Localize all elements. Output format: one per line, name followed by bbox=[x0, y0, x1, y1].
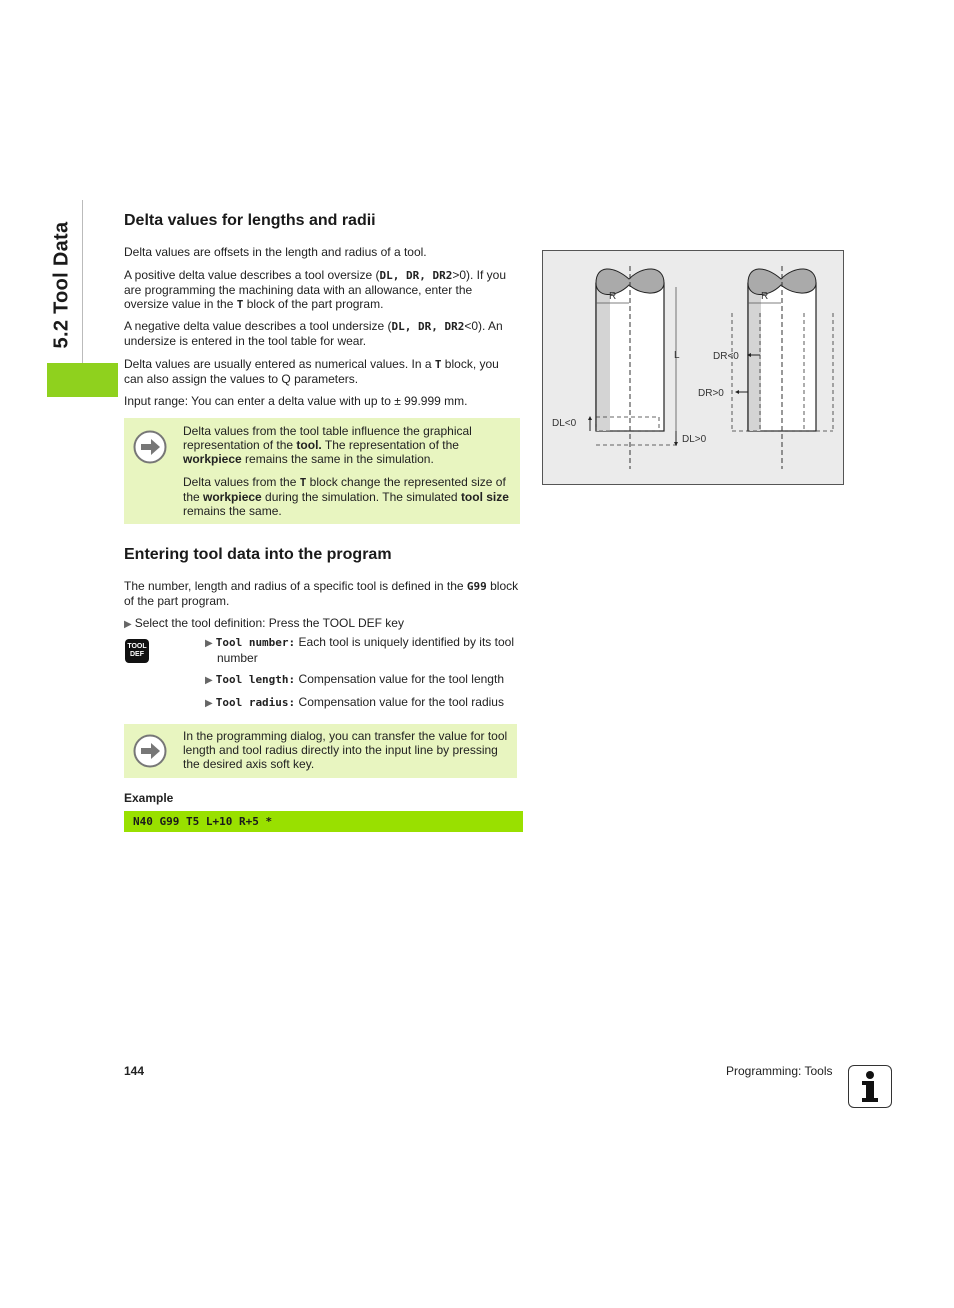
note-box-graphics bbox=[124, 418, 520, 524]
example-label: Example bbox=[124, 791, 174, 805]
left-tool bbox=[588, 266, 679, 469]
side-divider bbox=[82, 200, 83, 368]
delta-values-figure bbox=[542, 250, 844, 485]
bullet-triangle-icon: ▶ bbox=[205, 638, 213, 649]
right-tool bbox=[732, 266, 833, 469]
paragraph-g99: The number, length and radius of a specific tool is defined in the G99 block of the part program. bbox=[124, 579, 519, 609]
example-code-block bbox=[124, 811, 523, 832]
label-dl-negative: DL<0 bbox=[552, 418, 577, 429]
paragraph-negative-delta: A negative delta value describes a tool undersize (DL, DR, DR2<0). An undersize is entered in the tool table for wear. bbox=[124, 319, 503, 349]
note-paragraph-2: Delta values from the T block change the represented size of the workpiece during the simulation. The simulated tool size remains the same. bbox=[183, 475, 509, 519]
label-dl-positive: DL>0 bbox=[682, 434, 707, 445]
paragraph-input-range: Input range: You can enter a delta value with up to ± 99.999 mm. bbox=[124, 394, 468, 408]
section-heading-delta-values: Delta values for lengths and radii bbox=[124, 212, 376, 229]
label-l: L bbox=[674, 350, 680, 361]
tool-def-key[interactable]: TOOL DEF bbox=[125, 639, 149, 663]
label-dr-negative: DR<0 bbox=[713, 351, 739, 362]
step-select-tool-def: ▶ Select the tool definition: Press the TOOL DEF key bbox=[124, 616, 404, 630]
note-box-soft-key bbox=[124, 724, 517, 778]
list-item-tool-number: ▶ Tool number: Each tool is uniquely identified by its tool number bbox=[205, 635, 514, 666]
chapter-side-title: 5.2 Tool Data bbox=[50, 221, 73, 349]
paragraph-intro: Delta values are offsets in the length and radius of a tool. bbox=[124, 245, 427, 259]
list-item-tool-radius: ▶ Tool radius: Compensation value for the tool radius bbox=[205, 695, 504, 709]
example-code-line: N40 G99 T5 L+10 R+5 * bbox=[133, 815, 273, 828]
bullet-triangle-icon: ▶ bbox=[205, 698, 213, 709]
list-item-tool-length: ▶ Tool length: Compensation value for the tool length bbox=[205, 672, 504, 686]
footer-chapter-title: Programming: Tools bbox=[726, 1064, 833, 1078]
label-r-left: R bbox=[609, 291, 617, 302]
info-icon bbox=[848, 1065, 892, 1108]
page-number: 144 bbox=[124, 1064, 145, 1078]
note-paragraph-1: Delta values from the tool table influence the graphical representation of the tool. The representation of the workpiece remains the same in the simulation. bbox=[183, 424, 472, 467]
paragraph-numerical-values: Delta values are usually entered as numerical values. In a T block, you can also assign the values to Q parameters. bbox=[124, 357, 499, 387]
bullet-triangle-icon: ▶ bbox=[205, 675, 213, 686]
label-dr-positive: DR>0 bbox=[698, 388, 724, 399]
section-heading-entering-tool-data: Entering tool data into the program bbox=[124, 546, 392, 563]
tool-delta-diagram bbox=[543, 251, 843, 484]
arrow-right-icon bbox=[133, 430, 167, 464]
label-r-right: R bbox=[761, 291, 769, 302]
arrow-right-icon bbox=[133, 734, 167, 768]
chapter-color-bar bbox=[47, 363, 118, 397]
note-text: In the programming dialog, you can transfer the value for tool length and tool radius directly into the input line by pressing the desired axis soft key. bbox=[183, 729, 508, 772]
info-glyph bbox=[849, 1066, 891, 1107]
paragraph-positive-delta: A positive delta value describes a tool oversize (DL, DR, DR2>0). If you are programming the machining data with an allowance, enter the oversize value in the T block of the part program. bbox=[124, 268, 507, 312]
step-triangle-icon: ▶ bbox=[124, 619, 132, 630]
